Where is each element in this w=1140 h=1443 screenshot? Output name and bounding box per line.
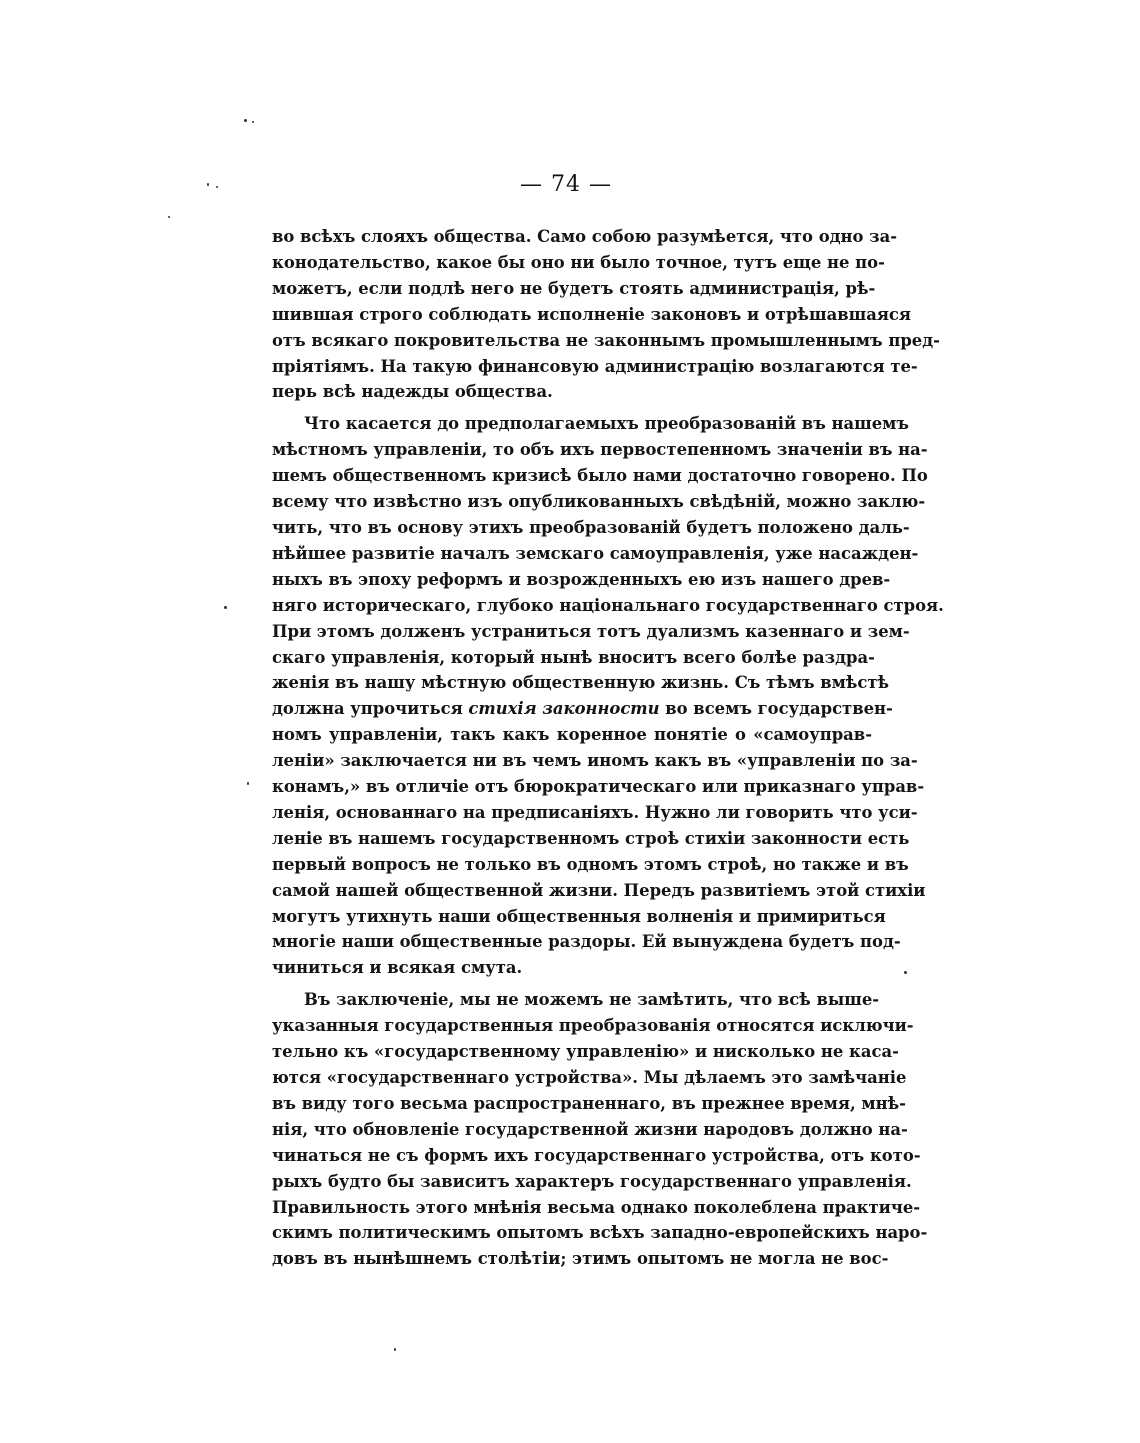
text-line: первый вопросъ не только въ одномъ этомъ строѣ, но также и въ	[272, 854, 909, 874]
text-line: леніе въ нашемъ государственномъ строѣ стихіи законности есть	[272, 828, 910, 848]
text-line: чить, что въ основу этихъ преобразованій будетъ положено даль-	[272, 517, 910, 537]
text-line: всему что извѣстно изъ опубликованныхъ свѣдѣній, можно заклю-	[272, 492, 926, 512]
text-line: Въ заключеніе, мы не можемъ не замѣтить, что всѣ выше-	[304, 990, 880, 1010]
text-line: конодательство, какое бы оно ни было точное, тутъ еще не по-	[272, 252, 885, 272]
text-line: указанныя государственныя преобразованія относятся исключи-	[272, 1016, 914, 1036]
text-line: ленія, основаннаго на предписаніяхъ. Нужно ли говорить что уси-	[272, 802, 918, 822]
body-text	[272, 224, 944, 1272]
text-line: чинаться не съ формъ ихъ государственнаго устройства, отъ кото-	[272, 1145, 921, 1165]
text-line: перь всѣ надежды общества.	[272, 382, 553, 402]
text-line: ныхъ въ эпоху реформъ и возрожденныхъ ею изъ нашего древ-	[272, 569, 891, 589]
text-line: леніи» заключается ни въ чемъ иномъ какъ въ «управленіи по за-	[272, 751, 918, 771]
text-line: шемъ общественномъ кризисѣ было нами достаточно говорено. По	[272, 466, 928, 486]
text-segment: во всемъ государствен-	[659, 699, 893, 719]
italic-phrase: стихія законности	[468, 699, 660, 719]
text-line: можетъ, если подлѣ него не будетъ стоять администрація, рѣ-	[272, 278, 876, 298]
text-line: самой нашей общественной жизни. Передъ развитіемъ этой стихіи	[272, 880, 926, 900]
text-line: Что касается до предполагаемыхъ преобразованій въ нашемъ	[304, 414, 909, 434]
text-line: чиниться и всякая смута.	[272, 958, 523, 978]
text-line: могутъ утихнуть наши общественныя волненія и примириться	[272, 906, 886, 926]
print-speck	[168, 216, 170, 218]
text-line: нія, что обновленіе государственной жизни народовъ должно на-	[272, 1119, 908, 1139]
print-speck	[244, 119, 247, 122]
text-line: многіе наши общественные раздоры. Ей вынуждена будетъ под-	[272, 932, 901, 952]
print-speck	[224, 606, 227, 609]
text-line: отъ всякаго покровительства не законнымъ промышленнымъ пред-	[272, 330, 940, 350]
text-line: рыхъ будто бы зависитъ характеръ государственнаго управленія.	[272, 1171, 912, 1191]
text-line: скимъ политическимъ опытомъ всѣхъ западно-европейскихъ наро-	[272, 1223, 928, 1243]
print-speck	[904, 971, 907, 974]
text-segment: должна упрочиться	[272, 699, 469, 719]
text-line: въ виду того весьма распространеннаго, въ прежнее время, мнѣ-	[272, 1093, 906, 1113]
text-line: При этомъ долженъ устраниться тотъ дуализмъ казеннаго и зем-	[272, 621, 910, 641]
text-line: номъ управленіи, такъ какъ коренное понятіе о «самоуправ-	[272, 725, 872, 745]
print-speck	[394, 1348, 396, 1351]
text-line: шившая строго соблюдать исполненіе законовъ и отрѣшавшаяся	[272, 304, 912, 324]
text-line: скаго управленія, который нынѣ вноситъ всего болѣе раздра-	[272, 647, 875, 667]
print-speck	[216, 186, 218, 188]
text-line-with-italic	[272, 696, 893, 722]
print-speck	[207, 183, 209, 186]
page-number: — 74 —	[520, 172, 612, 197]
text-line: ются «государственнаго устройства». Мы дѣлаемъ это замѣчаніе	[272, 1068, 907, 1087]
text-line: во всѣхъ слояхъ общества. Само собою разумѣется, что одно за-	[272, 227, 898, 246]
text-line: Правильность этого мнѣнія весьма однако поколеблена практиче-	[272, 1197, 921, 1217]
text-line: женія въ нашу мѣстную общественную жизнь. Съ тѣмъ вмѣстѣ	[272, 673, 890, 693]
text-line: мѣстномъ управленіи, то объ ихъ первостепенномъ значеніи въ на-	[272, 440, 928, 460]
print-speck	[252, 121, 254, 123]
text-line: довъ въ нынѣшнемъ столѣтіи; этимъ опытомъ не могла не вос-	[272, 1249, 889, 1269]
text-line: конамъ,» въ отличіе отъ бюрократическаго или приказнаго управ-	[272, 777, 925, 797]
print-speck	[247, 782, 249, 785]
text-line: тельно къ «государственному управленію» и нисколько не каса-	[272, 1042, 899, 1062]
text-line: няго историческаго, глубоко національнаго государственнаго строя.	[272, 595, 944, 615]
text-line: пріятіямъ. На такую финансовую администрацію возлагаются те-	[272, 356, 918, 376]
text-line: нѣйшее развитіе началъ земскаго самоуправленія, уже насажден-	[272, 543, 919, 563]
